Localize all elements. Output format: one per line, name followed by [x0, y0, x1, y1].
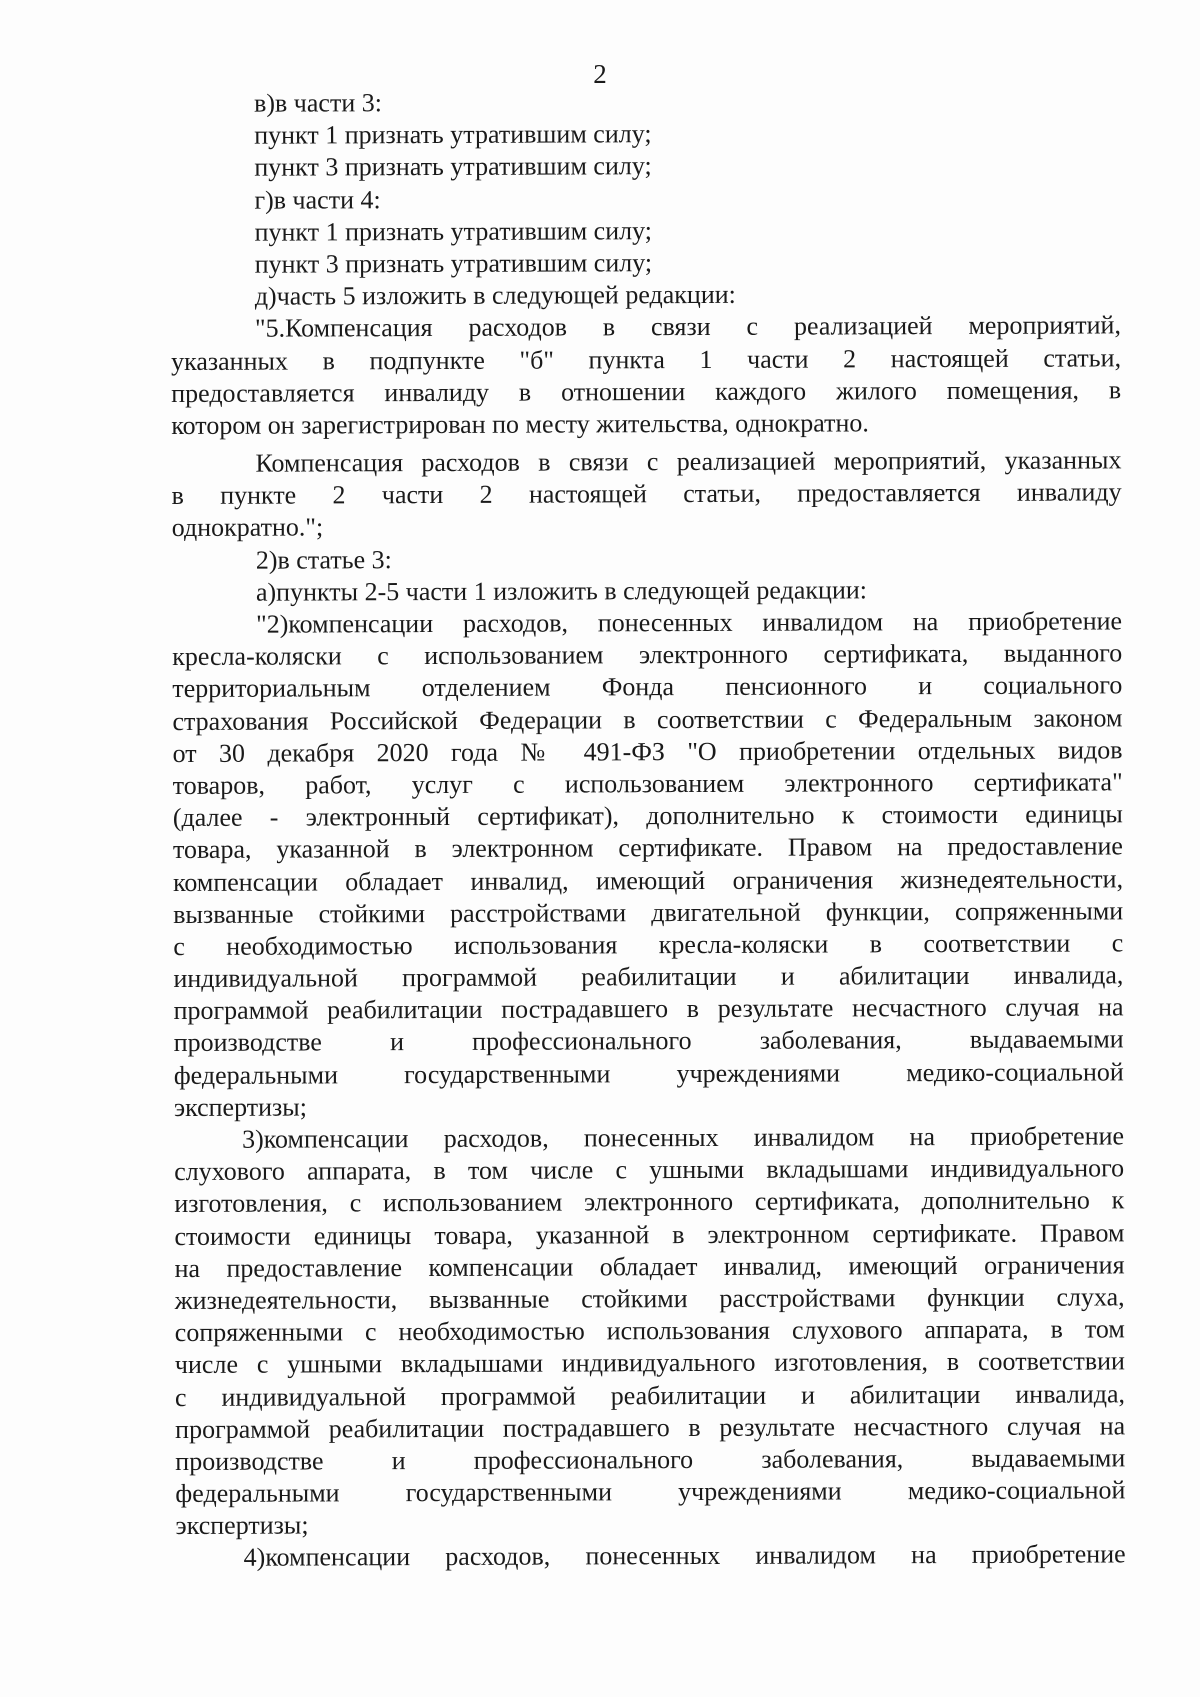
text-line: товаров, работ, услуг с использованием электронного сертификата" — [172, 767, 1123, 800]
text-line: "5.Компенсация расходов в связи с реализацией мероприятий, — [254, 310, 1121, 343]
text-line: пункт 1 признать утратившим силу; — [254, 215, 652, 247]
text-line: товара, указанной в электронном сертификате. Правом на предоставление — [172, 831, 1123, 865]
text-line: страхования Российской Федерации в соответствии с Федеральным законом — [172, 702, 1123, 736]
text-line: предоставляется инвалиду в отношении каждого жилого помещения, в — [171, 375, 1122, 408]
text-line: пункт 3 признать утратившим силу; — [254, 151, 652, 183]
text-line: вызванные стойкими расстройствами двигательной функции, сопряженными — [173, 896, 1124, 929]
text-line: федеральными государственными учреждениями медико-социальной — [175, 1475, 1126, 1509]
text-line: указанных в подпункте "б" пункта 1 части 2 настоящей статьи, — [170, 342, 1122, 376]
text-line: производстве и профессионального заболевания, выдаваемыми — [173, 1024, 1124, 1058]
text-line: числе с ушными вкладышами индивидуального изготовления, в соответствии — [174, 1346, 1125, 1380]
text-line: экспертизы; — [173, 1092, 308, 1122]
text-line: на предоставление компенсации обладает инвалид, имеющий ограничения — [174, 1250, 1125, 1283]
text-line: в)в части 3: — [254, 88, 382, 118]
text-line: изготовления, с использованием электронного сертификата, дополнительно к — [174, 1185, 1125, 1219]
text-line: пункт 3 признать утратившим силу; — [254, 248, 653, 279]
text-line: с индивидуальной программой реабилитации и абилитации инвалида, — [174, 1378, 1126, 1412]
text-line: территориальным отделением Фонда пенсионного и социального — [172, 670, 1123, 704]
document-body — [170, 84, 1126, 1574]
text-line: 3)компенсации расходов, понесенных инвалидом на приобретение — [241, 1121, 1125, 1154]
text-line: от 30 декабря 2020 года № 491-ФЗ "О приобретении отдельных видов — [172, 735, 1123, 768]
text-line: экспертизы; — [175, 1510, 309, 1541]
text-line: в пункте 2 части 2 настоящей статьи, предоставляется инвалиду — [171, 477, 1122, 511]
text-line: 2)в статье 3: — [255, 544, 392, 575]
text-line: однократно."; — [171, 512, 324, 543]
text-line: стоимости единицы товара, указанной в электронном сертификате. Правом — [174, 1217, 1125, 1251]
text-line: программой реабилитации пострадавшего в результате несчастного случая на — [173, 992, 1124, 1026]
text-line: индивидуальной программой реабилитации и абилитации инвалида, — [173, 960, 1124, 994]
text-line: (далее - электронный сертификат), дополнительно к стоимости единицы — [172, 799, 1123, 833]
text-line: д)часть 5 изложить в следующей редакции: — [254, 279, 736, 311]
text-line: производстве и профессионального заболевания, выдаваемыми — [175, 1443, 1126, 1476]
text-line: 4)компенсации расходов, понесенных инвалидом на приобретение — [243, 1539, 1126, 1573]
text-line: слухового аппарата, в том числе с ушными вкладышами индивидуального — [174, 1153, 1125, 1187]
text-line: кресла-коляски с использованием электронного сертификата, выданного — [172, 638, 1123, 672]
text-line: компенсации обладает инвалид, имеющий ограничения жизнедеятельности, — [172, 863, 1124, 897]
text-line: а)пункты 2-5 части 1 изложить в следующей редакции: — [255, 575, 868, 607]
text-line: Компенсация расходов в связи с реализацией мероприятий, указанных — [255, 445, 1122, 478]
text-line: с необходимостью использования кресла-коляски в соответствии с — [173, 928, 1124, 961]
text-line: пункт 1 признать утратившим силу; — [254, 119, 652, 150]
text-line: котором он зарегистрирован по месту жительства, однократно. — [171, 408, 869, 440]
text-line: сопряженными с необходимостью использования слухового аппарата, в том — [174, 1314, 1125, 1348]
text-line: жизнедеятельности, вызванные стойкими расстройствами функции слуха, — [174, 1282, 1125, 1315]
text-line: программой реабилитации пострадавшего в результате несчастного случая на — [175, 1411, 1126, 1444]
page-number: 2 — [593, 59, 607, 89]
text-line: г)в части 4: — [254, 184, 381, 215]
text-line: "2)компенсации расходов, понесенных инвалидом на приобретение — [256, 606, 1123, 639]
text-line: федеральными государственными учреждениями медико-социальной — [173, 1056, 1124, 1090]
